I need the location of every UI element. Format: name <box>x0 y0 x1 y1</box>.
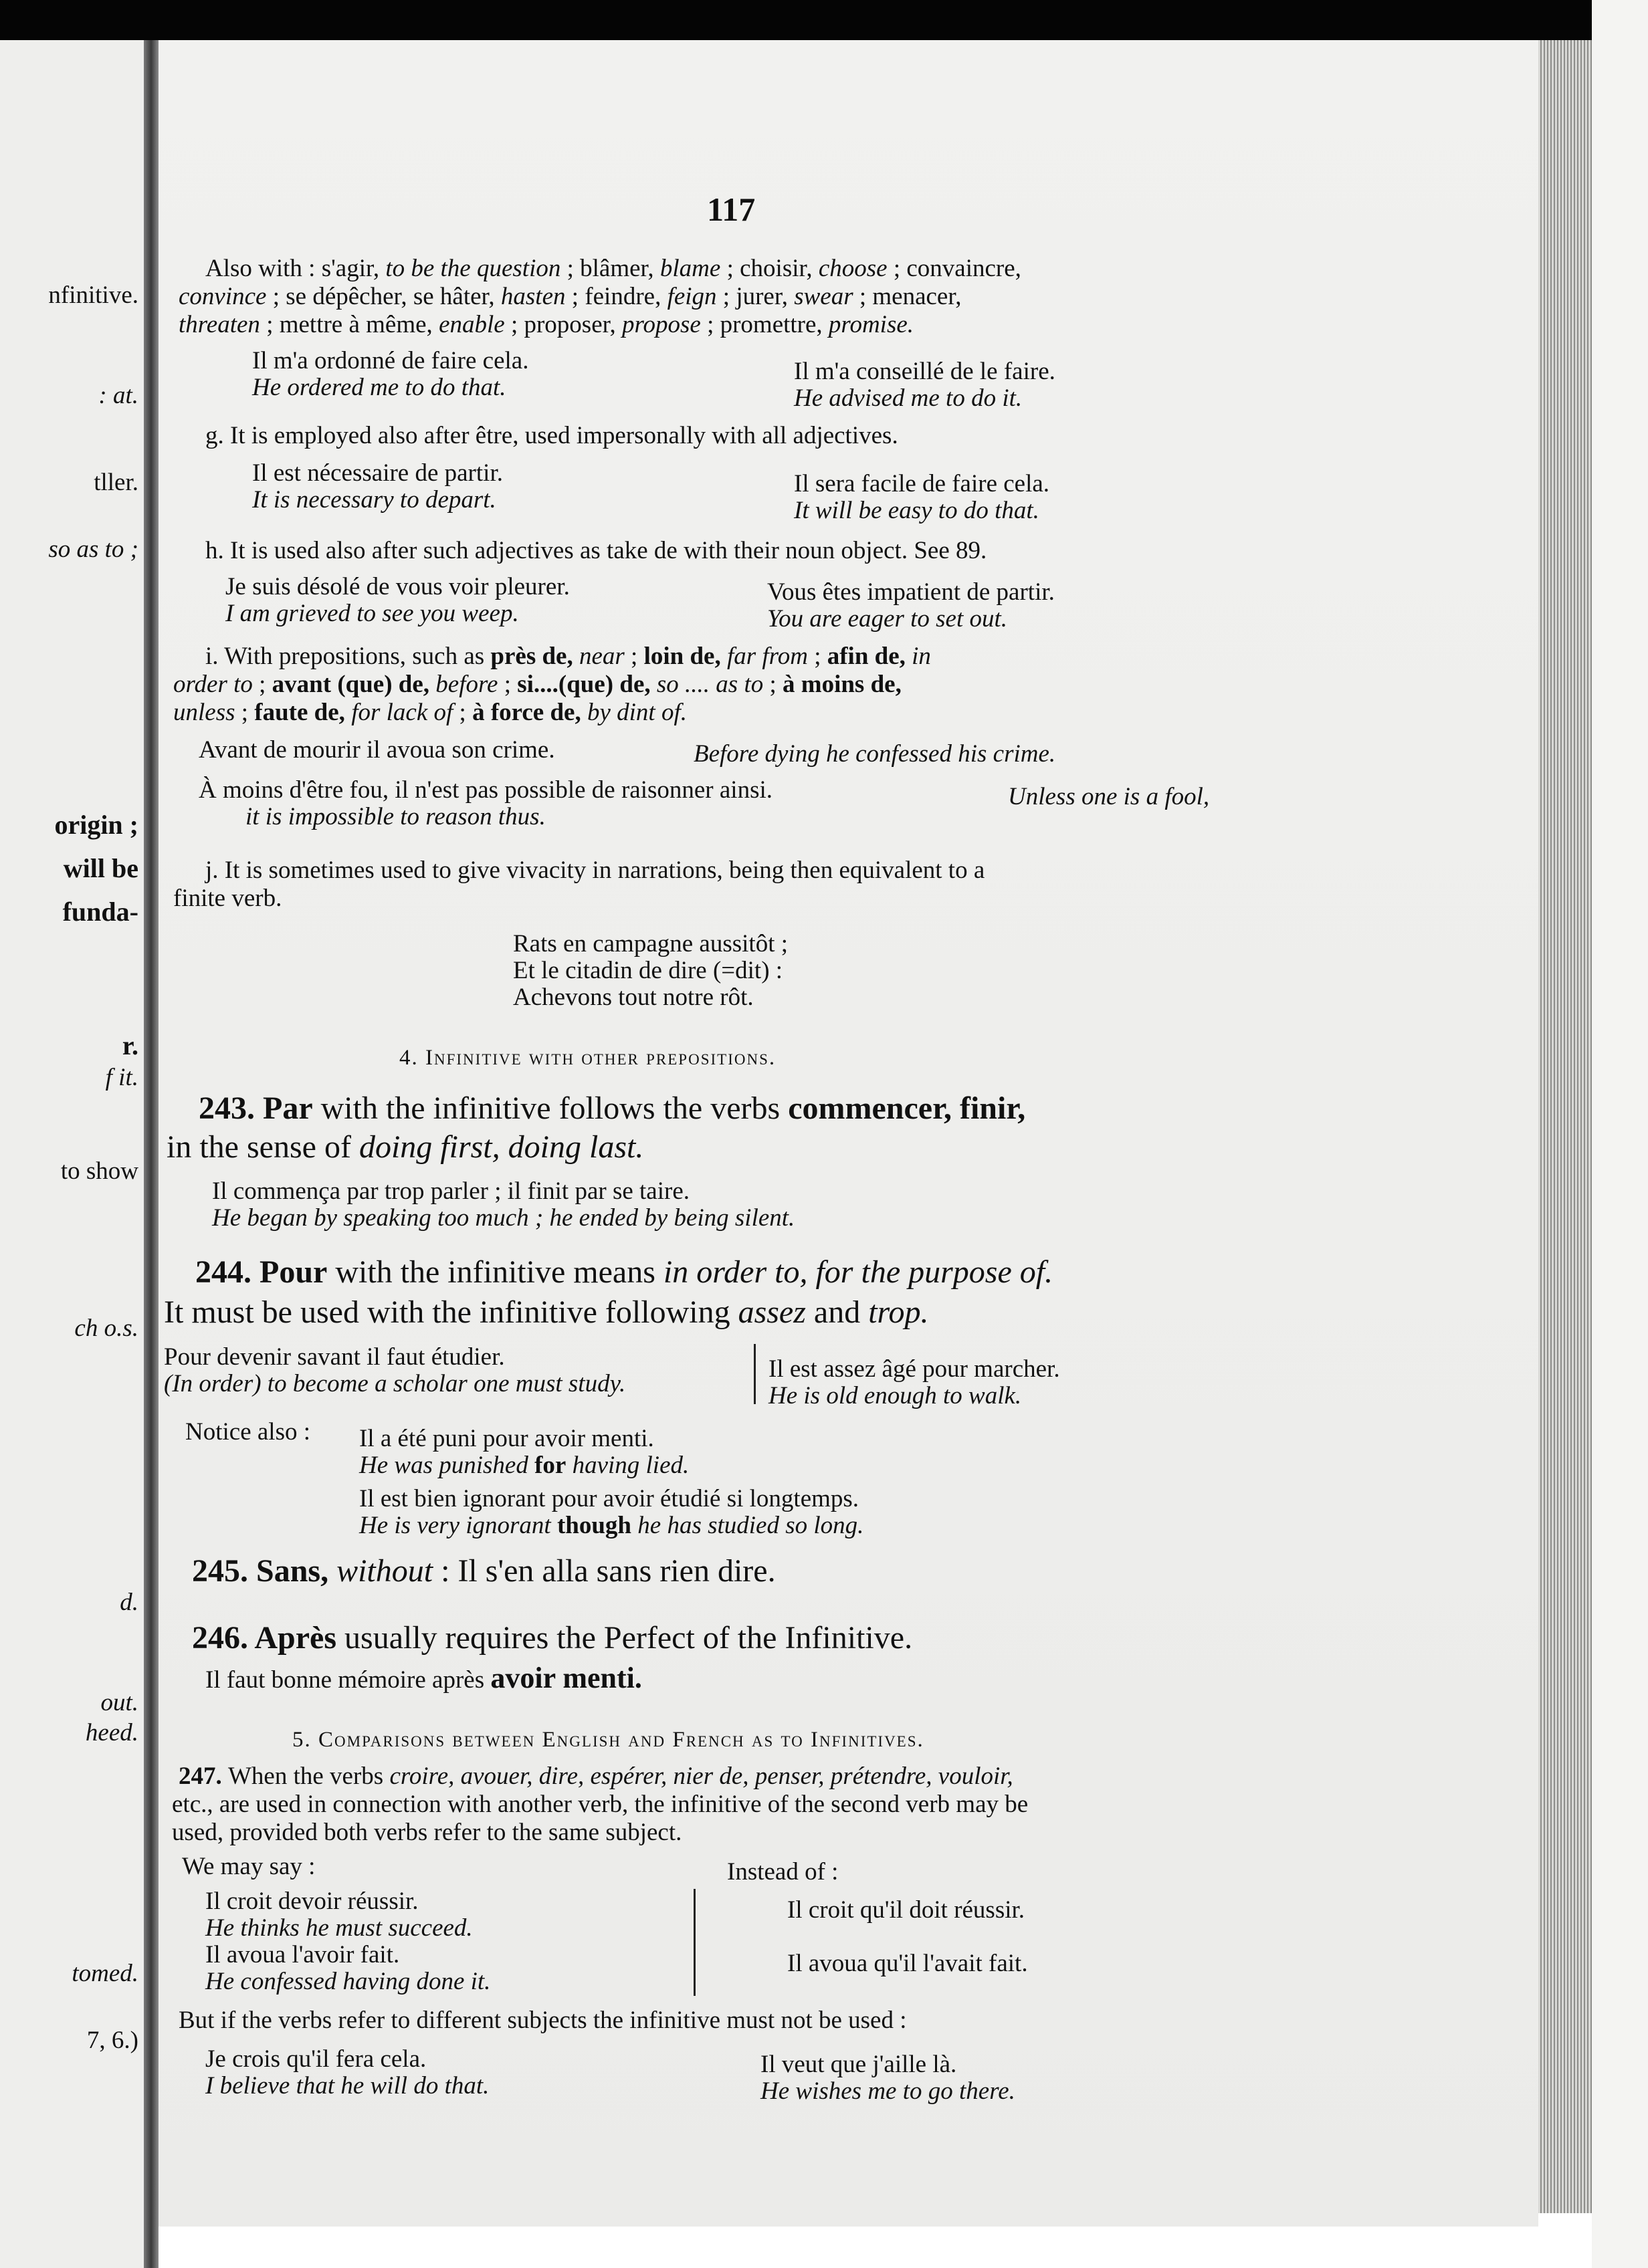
paragraph-244-example-right: Il est assez âgé pour marcher. <box>768 1355 1060 1383</box>
text-run: enable <box>439 311 505 338</box>
text-run: order to <box>173 671 253 698</box>
text-run: so .... as to <box>656 671 764 698</box>
i-example-1-translation: Before dying he confessed his crime. <box>694 740 1056 768</box>
paragraph-247-line-3: used, provided both verbs refer to the same subject. <box>172 1819 682 1846</box>
verse-line-1: Rats en campagne aussitôt ; <box>513 930 789 957</box>
text-run: doing first, doing last. <box>358 1129 644 1165</box>
text-run: croire, avouer, dire, espérer, nier de, penser, prétendre, vouloir, <box>389 1763 1013 1790</box>
text-run: ; mettre à même, <box>260 311 439 338</box>
text-run: by dint of. <box>587 699 687 726</box>
text-run: and <box>805 1294 869 1330</box>
text-run: Pour <box>260 1254 328 1290</box>
text-run: ; <box>807 643 827 670</box>
notice-example-1: Il a été puni pour avoir menti. <box>359 1425 654 1452</box>
notice-example-1-translation: He was punished for having lied. <box>359 1452 690 1479</box>
text-run: ; <box>763 671 783 698</box>
g-example-right-translation: It will be easy to do that. <box>794 497 1039 524</box>
facing-page-text: f it. <box>105 1064 138 1091</box>
i-example-2-translation-b: it is impossible to reason thus. <box>245 803 546 830</box>
text-run: in order to, for the purpose of. <box>663 1254 1053 1290</box>
h-example-left-translation: I am grieved to see you weep. <box>225 600 519 627</box>
g-example-right: Il sera facile de faire cela. <box>794 470 1050 497</box>
g-example-left-translation: It is necessary to depart. <box>252 486 496 514</box>
text-run: ; proposer, <box>504 311 622 338</box>
paragraph-247-line-2: etc., are used in connection with another verb, the infinitive of the second verb may be <box>172 1791 1029 1818</box>
text-run: avant (que) de, <box>272 671 436 698</box>
example-left-translation: He ordered me to do that. <box>252 374 506 401</box>
facing-page-text: r. <box>122 1030 138 1060</box>
also-with-line-2 <box>179 282 961 312</box>
paragraph-244-example-left: Pour devenir savant il faut étudier. <box>164 1343 505 1371</box>
text-run: ; <box>252 671 272 698</box>
paragraph-244-line-1 <box>195 1254 1053 1291</box>
paragraph-243-line-1 <box>199 1090 1025 1127</box>
verse-line-3: Achevons tout notre rôt. <box>513 984 754 1011</box>
paragraph-243-example: Il commença par trop parler ; il finit par se taire. <box>212 1177 690 1205</box>
paragraph-246-example: Il faut bonne mémoire après avoir menti. <box>205 1662 642 1694</box>
text-run: in <box>912 643 931 670</box>
facing-page-text: nfinitive. <box>48 281 138 309</box>
text-run: ; promettre, <box>700 311 829 338</box>
facing-page-text: so as to ; <box>48 536 138 563</box>
text-run: blame <box>659 255 721 282</box>
section-i-line-2 <box>173 670 902 699</box>
text-run: si....(que) de, <box>517 671 657 698</box>
i-example-2-translation-a: Unless one is a fool, <box>1008 783 1210 810</box>
text-run: ; feindre, <box>565 283 667 310</box>
comparison-a1-translation: He thinks he must succeed. <box>205 1914 473 1942</box>
page-edges <box>1538 40 1592 2213</box>
text-run: propose <box>621 311 701 338</box>
comparison-a2: Il avoua l'avoir fait. <box>205 1941 400 1968</box>
facing-page-text: funda- <box>62 897 138 927</box>
text-run: in the sense of <box>167 1129 359 1165</box>
notice-also-label: Notice also : <box>185 1418 311 1446</box>
comparison-c2-translation: He wishes me to go there. <box>760 2077 1015 2105</box>
verse-line-2: Et le citadin de dire (=dit) : <box>513 957 783 984</box>
text-run: assez <box>738 1294 806 1330</box>
text-run: ; menacer, <box>853 283 962 310</box>
text-run: ; <box>235 699 255 726</box>
facing-page-text: ch o.s. <box>74 1315 138 1342</box>
text-run: unless <box>173 699 235 726</box>
facing-page-text: d. <box>120 1589 138 1616</box>
text-run: feign <box>667 283 717 310</box>
text-run: près de, <box>490 643 579 670</box>
paragraph-243-translation: He began by speaking too much ; he ended by being silent. <box>212 1204 795 1232</box>
paragraph-247-line-1 <box>179 1762 1013 1791</box>
text-run: before <box>435 671 498 698</box>
text-run: convince <box>179 283 267 310</box>
text-run: i. With prepositions, such as <box>205 643 491 670</box>
example-left: Il m'a ordonné de faire cela. <box>252 347 529 374</box>
text-run: ; <box>453 699 473 726</box>
book-gutter <box>144 40 159 2268</box>
h-example-right-translation: You are eager to set out. <box>767 605 1008 633</box>
instead-of: Instead of : <box>727 1858 839 1886</box>
text-run: choose <box>818 255 888 282</box>
section-j-line-2: finite verb. <box>173 885 282 912</box>
facing-page-text: : at. <box>98 382 138 409</box>
text-run: Also with : s'agir, <box>205 255 386 282</box>
facing-page-text: tller. <box>94 469 138 496</box>
text-run: ; se dépêcher, se hâter, <box>266 283 501 310</box>
comparison-b2: Il avoua qu'il l'avait fait. <box>787 1950 1028 1977</box>
paragraph-244-example-right-translation: He is old enough to walk. <box>768 1382 1022 1409</box>
scan-border-top <box>0 0 1648 40</box>
text-run: with the infinitive follows the verbs <box>312 1091 789 1126</box>
section-i-line-3 <box>173 698 687 727</box>
text-run: à force de, <box>472 699 587 726</box>
text-run: far from <box>726 643 808 670</box>
section-heading-5: 5. Comparisons between English and French as to Infinitives. <box>292 1728 924 1752</box>
text-run: faute de, <box>254 699 352 726</box>
g-example-left: Il est nécessaire de partir. <box>252 459 503 487</box>
section-i-line-1 <box>205 642 931 671</box>
scan-border-right <box>1592 0 1648 2268</box>
facing-page-text: tomed. <box>72 1960 138 1987</box>
comparison-c1-translation: I believe that he will do that. <box>205 2072 490 2100</box>
text-run: It must be used with the infinitive following <box>164 1294 738 1330</box>
notice-example-2: Il est bien ignorant pour avoir étudié si longtemps. <box>359 1485 859 1512</box>
column-divider <box>754 1344 756 1404</box>
text-run: loin de, <box>643 643 727 670</box>
section-heading-4: 4. Infinitive with other prepositions. <box>399 1046 777 1070</box>
text-run: ; choisir, <box>720 255 819 282</box>
i-example-1: Avant de mourir il avoua son crime. <box>199 736 555 764</box>
text-run: à moins de, <box>783 671 902 698</box>
paragraph-247-but: But if the verbs refer to different subjects the infinitive must not be used : <box>179 2007 907 2034</box>
text-run: ; <box>498 671 518 698</box>
i-example-2: À moins d'être fou, il n'est pas possible de raisonner ainsi. <box>199 776 773 804</box>
text-run: promise. <box>828 311 914 338</box>
text-run: 243. <box>199 1091 263 1126</box>
paragraph-244-example-left-translation: (In order) to become a scholar one must study. <box>164 1370 626 1397</box>
page-number: 117 <box>707 191 756 228</box>
page-content <box>159 40 1538 2227</box>
text-run: swear <box>794 283 853 310</box>
facing-page-fragment <box>0 40 144 2268</box>
text-run: ; convaincre, <box>887 255 1021 282</box>
paragraph-243-line-2 <box>167 1129 643 1166</box>
paragraph-245: 245. Sans, without : Il s'en alla sans rien dire. <box>192 1553 776 1589</box>
text-run: near <box>579 643 625 670</box>
comparison-a2-translation: He confessed having done it. <box>205 1968 491 1995</box>
text-run: ; blâmer, <box>560 255 660 282</box>
text-run: afin de, <box>827 643 912 670</box>
text-run: ; <box>624 643 644 670</box>
section-j-line-1: j. It is sometimes used to give vivacity in narrations, being then equivalent to a <box>205 857 985 884</box>
text-run: 244. <box>195 1254 260 1290</box>
text-run: When the verbs <box>228 1763 390 1790</box>
section-h: h. It is used also after such adjectives as take de with their noun object. See 89. <box>205 537 987 564</box>
notice-example-2-translation: He is very ignorant though he has studied so long. <box>359 1512 864 1539</box>
text-run: threaten <box>179 311 260 338</box>
section-g: g. It is employed also after être, used impersonally with all adjectives. <box>205 422 898 449</box>
also-with-line-3 <box>179 310 914 340</box>
facing-page-text: to show <box>60 1157 138 1185</box>
facing-page-text: out. <box>100 1689 138 1716</box>
text-run: trop. <box>868 1294 929 1330</box>
comparison-a1: Il croit devoir réussir. <box>205 1888 419 1915</box>
text-run: commencer, finir, <box>788 1091 1026 1126</box>
comparison-b1: Il croit qu'il doit réussir. <box>787 1896 1025 1924</box>
paragraph-244-line-2 <box>164 1294 928 1331</box>
text-run: for lack of <box>351 699 453 726</box>
also-with-line-1 <box>205 254 1021 284</box>
text-run: to be the question <box>385 255 561 282</box>
example-right: Il m'a conseillé de le faire. <box>794 358 1055 385</box>
book-page <box>159 40 1538 2227</box>
paragraph-246: 246. Après usually requires the Perfect of the Infinitive. <box>192 1620 913 1656</box>
facing-page-text: origin ; <box>54 810 138 840</box>
example-right-translation: He advised me to do it. <box>794 384 1023 412</box>
text-run: Par <box>263 1091 313 1126</box>
h-example-right: Vous êtes impatient de partir. <box>767 578 1055 606</box>
text-run: with the infinitive means <box>327 1254 663 1290</box>
comparison-c1: Je crois qu'il fera cela. <box>205 2045 427 2073</box>
facing-page-text: heed. <box>85 1719 138 1746</box>
text-run: 247. <box>179 1763 228 1790</box>
we-may-say: We may say : <box>182 1853 316 1880</box>
text-run: ; jurer, <box>716 283 795 310</box>
comparison-c2: Il veut que j'aille là. <box>760 2051 957 2078</box>
h-example-left: Je suis désolé de vous voir pleurer. <box>225 573 570 600</box>
facing-page-text: will be <box>63 853 138 883</box>
text-run: hasten <box>500 283 566 310</box>
comparison-divider <box>694 1889 696 1996</box>
facing-page-text: 7, 6.) <box>86 2027 138 2054</box>
